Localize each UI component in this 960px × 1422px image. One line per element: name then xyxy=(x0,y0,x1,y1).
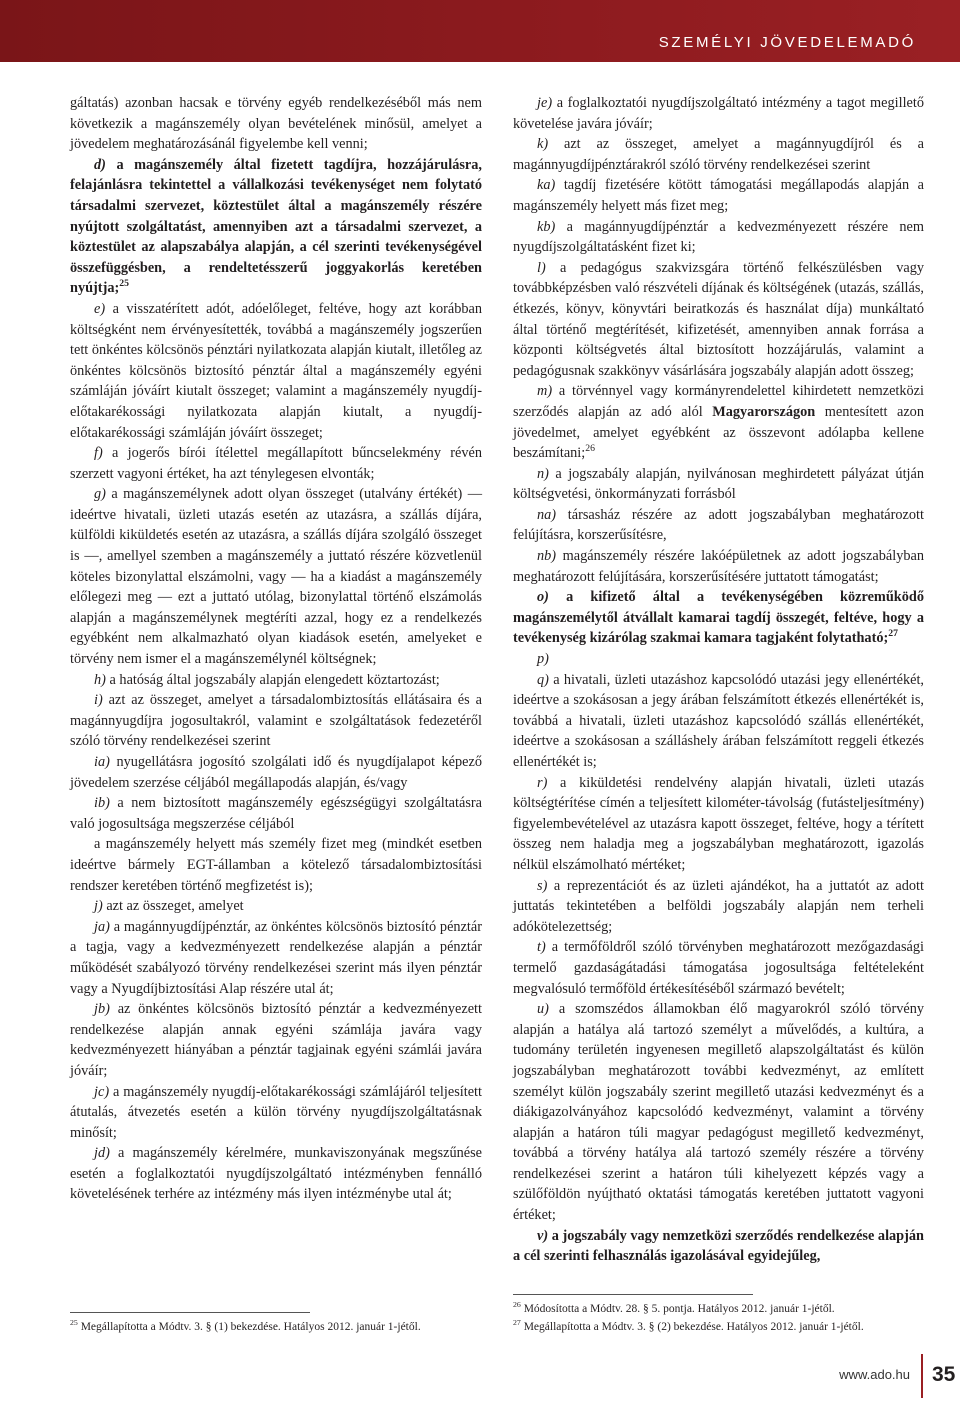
footnote-ref: 25 xyxy=(119,278,129,290)
provision-paragraph xyxy=(70,443,482,484)
right-column-text xyxy=(513,93,924,1267)
provision-paragraph xyxy=(70,155,482,299)
footnote xyxy=(70,1318,482,1336)
provision-label: s) xyxy=(537,877,548,894)
footnote-rule xyxy=(513,1294,753,1295)
provision-label: ja) xyxy=(94,918,110,935)
provision-text: az önkéntes kölcsönös biztosító pénztár a kedvezményezett rendelkezése alapján annak egyéni számlája javára vagy kedvezményezett hiányában a pénztár tagjainak egyéni számlái javára jóváír; xyxy=(70,1001,483,1079)
footnote-text: Megállapította a Módtv. 3. § (1) bekezdése. Hatályos 2012. január 1-jétől. xyxy=(80,1321,421,1333)
provision-paragraph xyxy=(513,134,924,175)
section-header-bar xyxy=(0,0,960,62)
provision-paragraph xyxy=(513,649,924,670)
page-number-divider xyxy=(921,1354,923,1398)
provision-paragraph xyxy=(513,258,924,382)
provision-paragraph xyxy=(70,1082,482,1144)
provision-text: a szomszédos államokban élő magyarokról szóló törvény alapján a hatálya alá tartozó személyt a művelődés, a kultúra, a tudomány területén ingyenesen megillető alapszolgáltatást és külön jogszabályban meghatározott további kedvezményt, az említett személyt külön jogszabály szerint megillető utazási kedvezményt és a diákigazolványához kapcsolódó kedvezményt, valamint a törvény alapján a határon túli magyar pedagógust megillető kedvezményt, továbbá a törvény hatálya alá tartozó személy részére a törvény rendelkezései szerint a határon túli kihelyezett képzés vagy a szülőföldön nyújtható oktatási támogatás keretében juttatott vagyoni értéket; xyxy=(513,1001,924,1224)
footnote-rule xyxy=(70,1312,310,1313)
provision-paragraph xyxy=(513,381,924,463)
provision-text: a törvénnyel vagy kormányrendelettel kihirdetett nemzetközi szerződés alapján az adó alól xyxy=(513,383,924,420)
provision-text: a jogszabály alapján, nyilvánosan meghirdetett pályázat útján költségvetési, önkormányzati forrásból xyxy=(513,465,925,503)
provision-label: ka) xyxy=(537,177,556,194)
provision-text: azt az összeget, amelyet a magánnyugdíjról és a magánnyugdíjpénztárakról szóló törvény rendelkezései szerint xyxy=(513,136,924,173)
provision-paragraph xyxy=(513,1226,924,1267)
provision-paragraph xyxy=(70,1143,482,1205)
left-footnotes xyxy=(70,1312,482,1336)
footnote-number: 25 xyxy=(70,1318,78,1328)
provision-text-strong: Magyarországon xyxy=(712,403,816,420)
provision-text: a pedagógus szakvizsgára történő felkészülésben vagy továbbképzésben való részvételi díjának és költségének (utazás, szállás, étkezés, könyv, könyvtári beiratkozás és használat díja) munkáltató által történő megtérítését, kifizetését, amennyiben annak forrása a központi költségvetés által biztosított hozzájárulás, valamint a pedagógusnak szakkönyv vásárlására jogszabály alapján adott összeg; xyxy=(513,259,924,379)
provision-paragraph xyxy=(513,217,924,258)
footnote-number: 26 xyxy=(513,1300,521,1310)
provision-label: e) xyxy=(94,300,106,317)
provision-text: a magánszemély kérelmére, munkaviszonyának megszűnése esetén a foglalkoztatói nyugdíjszolgáltató intézményben fennálló követelésének terhére az intézmény más ilyen intézménybe utal át; xyxy=(70,1145,483,1203)
provision-text: a visszatérített adót, adóelőleget, feltéve, hogy azt korábban költségként nem érvényesítették, továbbá a magánszemély jogszerűen tett önkéntes kölcsönös pénztári nyilatkozata alapján kiutalt, illetőleg az önkéntes kölcsönös biztosító pénztár által a magánszemély egyéni számláján jóváírt kiutalt összeget; valamint a magánszemély nyugdíj-előtakarékossági nyilatkozata alapján kiutalt, a nyugdíj-előtakarékossági számláján jóváírt összeget; xyxy=(70,300,482,441)
provision-text: azt az összeget, amelyet a társadalombiztosítás ellátásaira és a magánnyugdíjra jogosultakról, valamint e szolgáltatások fedezetéről szóló törvény rendelkezései szerint xyxy=(70,692,482,750)
provision-label: na) xyxy=(537,506,557,523)
provision-paragraph xyxy=(513,670,924,773)
provision-paragraph xyxy=(513,464,924,505)
provision-label: je) xyxy=(537,95,553,111)
provision-paragraph xyxy=(70,670,482,691)
provision-label: n) xyxy=(537,465,549,482)
provision-paragraph xyxy=(70,917,482,999)
provision-paragraph xyxy=(70,484,482,669)
provision-paragraph xyxy=(70,896,482,917)
provision-text: a magánnyugdíjpénztár a kedvezményezett részére nem nyugdíjszolgáltatásként fizet ki; xyxy=(513,218,924,256)
provision-paragraph xyxy=(70,299,482,443)
provision-text: a hatóság által jogszabály alapján elengedett köztartozást; xyxy=(109,671,440,688)
footnote-ref: 26 xyxy=(585,443,595,455)
provision-paragraph xyxy=(70,793,482,834)
provision-label: u) xyxy=(537,1001,549,1018)
provision-paragraph xyxy=(513,587,924,649)
provision-text: a foglalkoztatói nyugdíjszolgáltató intézmény a tagot megillető követelése javára jóváír; xyxy=(513,95,925,132)
provision-label: kb) xyxy=(537,218,556,235)
provision-label: jd) xyxy=(94,1145,110,1162)
provision-label: k) xyxy=(537,136,549,153)
footnote-text: Megállapította a Módtv. 3. § (2) bekezdése. Hatályos 2012. január 1-jétől. xyxy=(523,1321,864,1333)
provision-label: q) xyxy=(537,671,549,688)
left-column xyxy=(70,93,482,1336)
provision-text: a nem biztosított magánszemély egészségügyi szolgáltatásra való jogosultsága megszerzése céljából xyxy=(70,795,482,832)
provision-text: azt az összeget, amelyet xyxy=(106,898,244,915)
provision-label: h) xyxy=(94,671,106,688)
footnote xyxy=(513,1300,924,1318)
provision-paragraph xyxy=(70,999,482,1081)
provision-text: a reprezentációt és az üzleti ajándékot, ha a juttatót az adott juttatás tekintetében a belföldi jogszabály alapján nem terheli adókötelezettség; xyxy=(513,877,924,935)
provision-text: a kiküldetési rendelvény alapján hivatali, üzleti utazás költségtérítése címén a teljesített kilométer-távolság (futásteljesítmény) figyelembevételével az utazásra kapott összeget, feltéve, hogy a térített összeg nem haladja meg a jogszabályban meghatározott, igazolás nélkül elszámolható mértéket; xyxy=(513,774,925,873)
provision-text: tagdíj fizetésére kötött támogatási megállapodás alapján a magánszemély helyett más fizet meg; xyxy=(513,177,924,214)
provision-text: a magánszemély helyett más személy fizet meg (mindkét esetben ideértve bármely EGT-államban a kötelező társadalombiztosítási rendszer keretében történő megfizetést is); xyxy=(70,836,482,894)
provision-label: ib) xyxy=(94,795,110,812)
left-column-text xyxy=(70,93,482,1205)
provision-text: társasház részére az adott jogszabályban meghatározott felújításra, korszerűsítésre, xyxy=(513,506,924,544)
provision-label: jb) xyxy=(94,1001,110,1018)
provision-paragraph xyxy=(513,505,924,546)
provision-text: a magánszemélynek adott olyan összeget (utalvány értékét) — ideértve hivatali, üzleti utazás esetén az utazásra, a szállás díjára, külföldi kiküldetés esetén az utazásra, a szállás díjára szolgáló összeget is —, amellyel szemben a magánszemély a juttató részére közvetlenül köteles bizonylattal elszámolni, vagy — ha a kiadást a magánszemély előlegezi meg — ezt a juttató utólag, bizonylattal történő elszámolás alapján a magánszemélynek megtéríti azzal, hogy ez a rendelkezés egyébként nem alkalmazható olyan kiadások esetén, amelyeket e törvény nem ismer el a magánszemélynél költségnek; xyxy=(70,486,483,668)
provision-label: t) xyxy=(537,939,546,956)
provision-label: l) xyxy=(537,259,546,276)
provision-text: a jogerős bírói ítélettel megállapított bűncselekmény révén szerzett vagyoni értéket, ha azt ténylegesen elvonták; xyxy=(70,445,482,482)
provision-text: a magánszemély által fizetett tagdíjra, hozzájárulásra, felajánlásra tekintettel a vállalkozási tevékenységet nem folytató társadalmi szervezet, köztestület által a magánszemély részére nyújtott szolgáltatást, amennyiben azt a társadalmi szervezet, a köztestület az alapszabálya alapján, a cél szerinti tevékenységével összefüggésben, a rendeltetésszerű joggyakorlás keretében nyújtja; xyxy=(70,156,482,297)
provision-label: j) xyxy=(94,898,103,915)
provision-text: a hivatali, üzleti utazáshoz kapcsolódó utazási jegy ellenértékét, ideértve a szokásosan a jegy árában felszámított étkezés ellenértékét is, továbbá a hivatali, üzleti utazáshoz kapcsolódó szállás ellenértékét, ideértve a szokásosan a szálláshely árában felszámított reggeli étkezés ellenértékét is; xyxy=(513,671,924,770)
provision-label: f) xyxy=(94,445,103,462)
provision-text: nyugellátásra jogosító szolgálati idő és nyugdíjalapot képező jövedelem szerzése céljából megállapodás alapján, és/vagy xyxy=(70,754,482,791)
provision-label: r) xyxy=(537,774,548,791)
provision-paragraph xyxy=(70,834,482,896)
provision-paragraph xyxy=(70,752,482,793)
page-number: 35 xyxy=(932,1363,956,1386)
provision-label: i) xyxy=(94,692,103,709)
provision-text: a kifizető által a tevékenységében közreműködő magánszemélytől átvállalt kamarai tagdíj összegét, feltéve, hogy a tevékenység kizárólag szakmai kamara tagjaként folytatható; xyxy=(513,589,924,647)
provision-text: a magánszemély nyugdíj-előtakarékossági számlájáról teljesített átutalás, átvezetés esetén a külön törvény nyugdíjszolgáltatásnak minősít; xyxy=(70,1083,482,1141)
provision-text: a termőföldről szóló törvényben meghatározott mezőgazdasági termelő gazdaságátadási támogatása jogosultsága feltételeként megvalósuló termőföld értékesítéséből származó bevételt; xyxy=(513,939,924,997)
right-column xyxy=(513,93,924,1336)
provision-text: a jogszabály vagy nemzetközi szerződés rendelkezése alapján a cél szerinti felhasználás igazolásával egyidejűleg, xyxy=(513,1227,924,1265)
provision-label: jc) xyxy=(94,1083,110,1100)
provision-paragraph xyxy=(513,546,924,587)
provision-paragraph xyxy=(513,999,924,1226)
provision-label: ia) xyxy=(94,754,110,770)
section-title: SZEMÉLYI JÖVEDELEMADÓ xyxy=(658,34,916,51)
provision-label: p) xyxy=(537,651,549,668)
footnote-ref: 27 xyxy=(888,628,898,640)
provision-paragraph xyxy=(70,690,482,752)
provision-label: m) xyxy=(537,383,553,400)
provision-text: magánszemély részére lakóépületnek az adott jogszabályban meghatározott felújítására, korszerűsítésére juttatott támogatást; xyxy=(513,548,924,585)
footnote-text: Módosította a Módtv. 28. § 5. pontja. Hatályos 2012. január 1-jétől. xyxy=(523,1303,835,1315)
footnote-number: 27 xyxy=(513,1318,521,1328)
provision-paragraph xyxy=(513,175,924,216)
provision-paragraph xyxy=(70,93,482,155)
provision-label: g) xyxy=(94,486,106,503)
provision-paragraph xyxy=(513,937,924,999)
website-link[interactable]: www.ado.hu xyxy=(839,1367,910,1382)
provision-paragraph xyxy=(513,93,924,134)
provision-paragraph xyxy=(513,876,924,938)
footnote xyxy=(513,1318,924,1336)
provision-label: o) xyxy=(537,589,549,606)
provision-label: v) xyxy=(537,1227,549,1244)
provision-label: nb) xyxy=(537,548,557,565)
provision-label: d) xyxy=(94,156,106,173)
provision-text: mentesített azon jövedelmet, amelyet egyébként az összevont adólapba kellene beszámítani; xyxy=(513,403,924,462)
right-footnotes xyxy=(513,1294,924,1336)
provision-text: gáltatás) azonban hacsak e törvény egyéb rendelkezéséből más nem következik a magánszemély olyan bevételének minősül, amelyet a jövedelem meghatározásánál figyelembe kell venni; xyxy=(70,95,482,153)
provision-paragraph xyxy=(513,773,924,876)
provision-text: a magánnyugdíjpénztár, az önkéntes kölcsönös biztosító pénztár a tagja, vagy a kedvezményezett rendelkezése alapján a pénztár működését szabályozó törvény rendelkezései szerint más ilyen pénztár vagy a Nyugdíjbiztosítási Alap részére utal át; xyxy=(70,918,482,997)
